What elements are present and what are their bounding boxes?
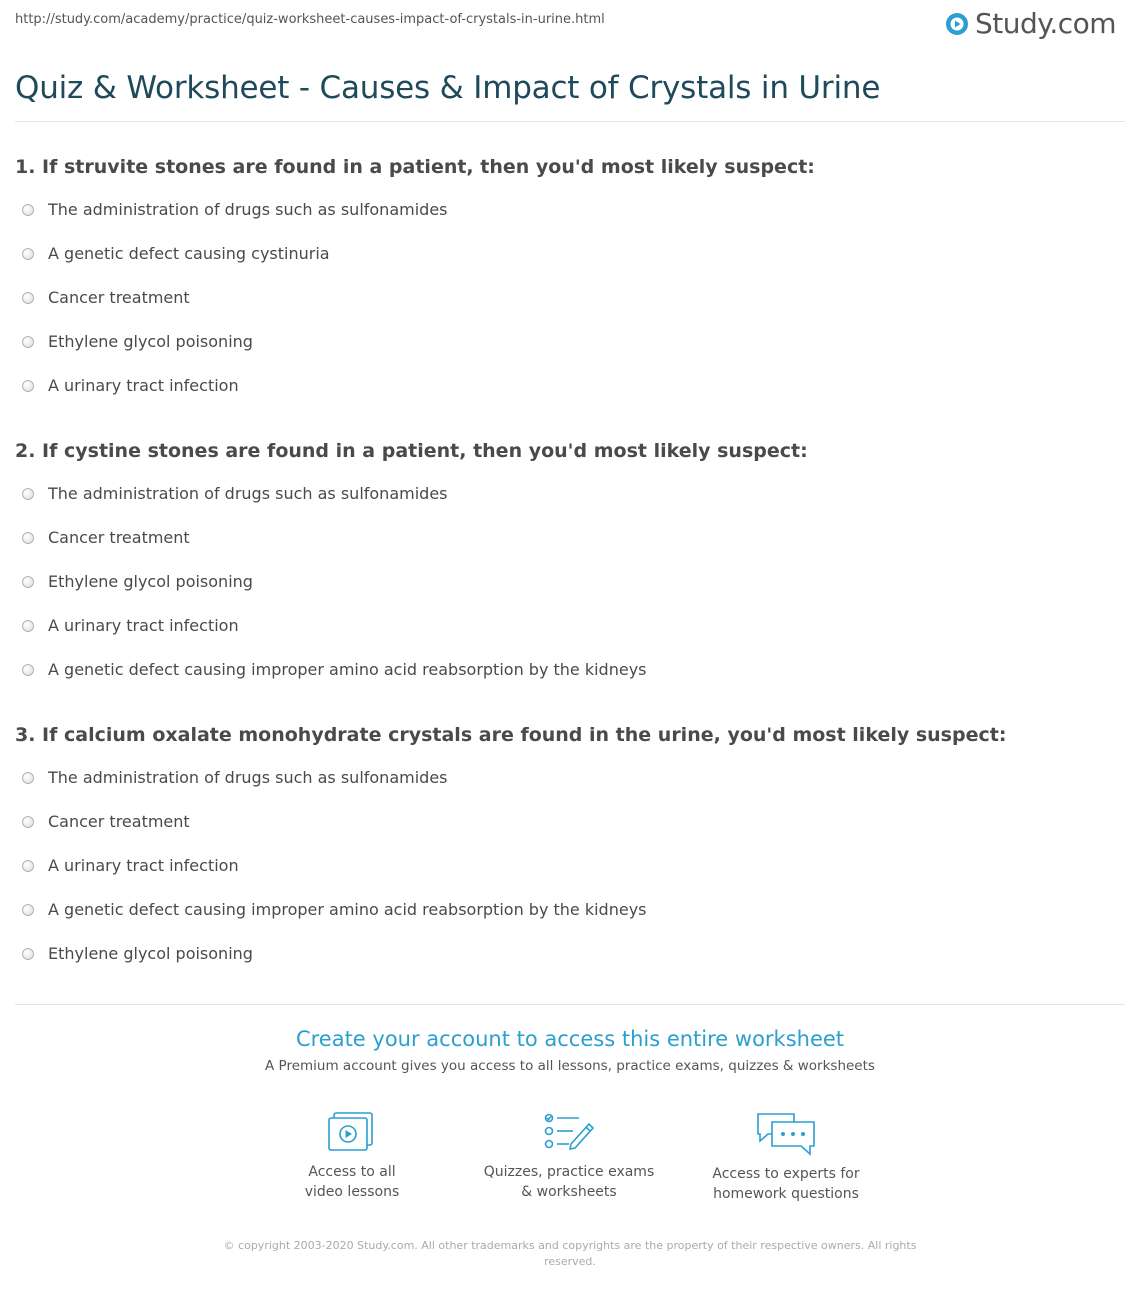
radio-button[interactable]	[22, 292, 34, 304]
premium-description: A Premium account gives you access to all lessons, practice exams, quizzes & worksheets	[265, 1058, 875, 1074]
choice-label: The administration of drugs such as sulfonamides	[48, 484, 448, 503]
radio-button[interactable]	[22, 948, 34, 960]
answer-choice[interactable]	[22, 900, 647, 919]
section-divider	[15, 1004, 1125, 1005]
radio-button[interactable]	[22, 816, 34, 828]
radio-button[interactable]	[22, 380, 34, 392]
answer-choice[interactable]	[22, 288, 190, 307]
feature-line-2: & worksheets	[521, 1184, 617, 1200]
feature-line-2: homework questions	[713, 1186, 859, 1202]
choice-label: Ethylene glycol poisoning	[48, 332, 253, 351]
radio-button[interactable]	[22, 576, 34, 588]
radio-button[interactable]	[22, 532, 34, 544]
answer-choice[interactable]	[22, 944, 253, 963]
feature-video-lessons	[242, 1110, 462, 1202]
copyright-line-2: reserved.	[544, 1255, 596, 1268]
choice-label: A urinary tract infection	[48, 376, 239, 395]
feature-experts	[676, 1110, 896, 1204]
create-account-link[interactable]: Create your account to access this entire worksheet	[295, 1027, 845, 1051]
radio-button[interactable]	[22, 772, 34, 784]
answer-choice[interactable]	[22, 812, 190, 831]
radio-button[interactable]	[22, 620, 34, 632]
answer-choice[interactable]	[22, 768, 448, 787]
answer-choice[interactable]	[22, 616, 239, 635]
choice-label: Ethylene glycol poisoning	[48, 944, 253, 963]
question-text: 3. If calcium oxalate monohydrate crystals are found in the urine, you'd most likely suspect:	[15, 724, 1007, 746]
radio-button[interactable]	[22, 664, 34, 676]
choice-label: A urinary tract infection	[48, 616, 239, 635]
choice-label: A genetic defect causing improper amino acid reabsorption by the kidneys	[48, 900, 647, 919]
answer-choice[interactable]	[22, 244, 330, 263]
answer-choice[interactable]	[22, 200, 448, 219]
chat-bubbles-icon	[754, 1110, 818, 1158]
radio-button[interactable]	[22, 488, 34, 500]
choice-label: Cancer treatment	[48, 528, 190, 547]
radio-button[interactable]	[22, 904, 34, 916]
answer-choice[interactable]	[22, 376, 239, 395]
question-text: 1. If struvite stones are found in a patient, then you'd most likely suspect:	[15, 156, 815, 178]
answer-choice[interactable]	[22, 856, 239, 875]
feature-line-2: video lessons	[304, 1184, 400, 1200]
choice-label: The administration of drugs such as sulfonamides	[48, 200, 448, 219]
choice-label: Ethylene glycol poisoning	[48, 572, 253, 591]
feature-line-1: Access to experts for	[712, 1166, 860, 1182]
choice-label: A genetic defect causing cystinuria	[48, 244, 330, 263]
radio-button[interactable]	[22, 204, 34, 216]
feature-quizzes	[459, 1110, 679, 1202]
quiz-checklist-icon	[541, 1110, 597, 1156]
answer-choice[interactable]	[22, 660, 647, 679]
choice-label: A urinary tract infection	[48, 856, 239, 875]
answer-choice[interactable]	[22, 572, 253, 591]
page-url: http://study.com/academy/practice/quiz-worksheet-causes-impact-of-crystals-in-urine.html	[15, 12, 605, 27]
choice-label: Cancer treatment	[48, 812, 190, 831]
title-divider	[15, 121, 1125, 122]
question-text: 2. If cystine stones are found in a patient, then you'd most likely suspect:	[15, 440, 808, 462]
play-circle-icon	[945, 12, 969, 36]
answer-choice[interactable]	[22, 332, 253, 351]
radio-button[interactable]	[22, 860, 34, 872]
answer-choice[interactable]	[22, 528, 190, 547]
choice-label: A genetic defect causing improper amino acid reabsorption by the kidneys	[48, 660, 647, 679]
video-lessons-icon	[324, 1110, 380, 1156]
page-title: Quiz & Worksheet - Causes & Impact of Crystals in Urine	[15, 70, 881, 106]
choice-label: The administration of drugs such as sulfonamides	[48, 768, 448, 787]
logo-text: Study.com	[975, 7, 1117, 40]
answer-choice[interactable]	[22, 484, 448, 503]
feature-line-1: Quizzes, practice exams	[483, 1164, 655, 1180]
radio-button[interactable]	[22, 248, 34, 260]
copyright-line-1: © copyright 2003-2020 Study.com. All other trademarks and copyrights are the property of their respective owners. All rights	[223, 1239, 917, 1252]
radio-button[interactable]	[22, 336, 34, 348]
copyright-notice	[215, 1238, 925, 1270]
study-logo[interactable]	[945, 8, 1116, 40]
feature-line-1: Access to all	[308, 1164, 396, 1180]
choice-label: Cancer treatment	[48, 288, 190, 307]
